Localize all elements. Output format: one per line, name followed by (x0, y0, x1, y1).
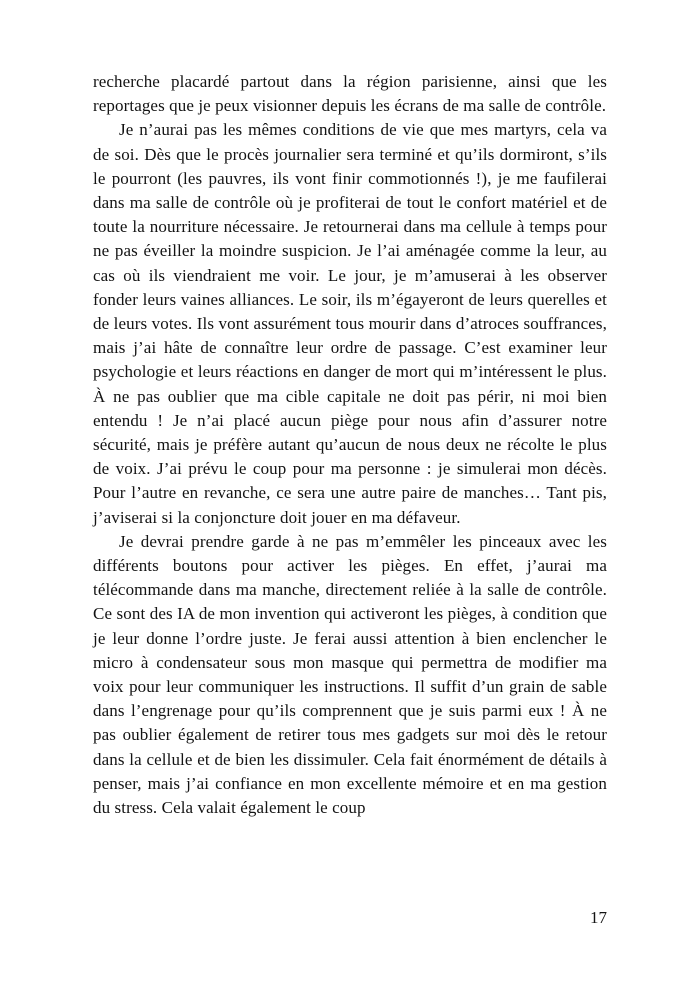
paragraph: Je devrai prendre garde à ne pas m’emmêler les pinceaux avec les différents boutons pour activer les pièges. En effet, j’aurai ma télécommande dans ma manche, directement reliée à la salle de contrôle. Ce sont des IA de mon invention qui activeront les pièges, à condition que je leur donne l’ordre juste. Je ferai aussi attention à bien enclencher le micro à condensateur sous mon masque qui permettra de modifier ma voix pour leur communiquer les instructions. Il suffit d’un grain de sable dans l’engrenage pour qu’ils comprennent que je suis parmi eux ! À ne pas oublier également de retirer tous mes gadgets sur moi dès le retour dans la cellule et de bien les dissimuler. Cela fait énormément de détails à penser, mais j’ai confiance en mon excellente mémoire et en ma gestion du stress. Cela valait également le coup (93, 531, 607, 818)
paragraph: Je n’aurai pas les mêmes conditions de vie que mes martyrs, cela va de soi. Dès que le procès journalier sera terminé et qu’ils dormiront, s’ils le pourront (les pauvres, ils vont finir commotionnés !), je me faufilerai dans ma salle de contrôle où je profiterai de tout le confort matériel et de toute la nourriture nécessaire. Je retournerai dans ma cellule à temps pour ne pas éveiller la moindre suspicion. Je l’ai aménagée comme la leur, au cas où ils viendraient me voir. Le jour, je m’amuserai à les observer fonder leurs vaines alliances. Le soir, ils m’égayeront de leurs querelles et de leurs votes. Ils vont assurément tous mourir dans d’atroces souffrances, mais j’ai hâte de connaître leur ordre de passage. C’est examiner leur psychologie et leurs réactions en danger de mort qui m’intéressent le plus. À ne pas oublier que ma cible capitale ne doit pas périr, ni moi bien entendu ! Je n’ai placé aucun piège pour nous afin d’assurer notre sécurité, mais je préfère autant qu’aucun de nous deux ne récolte le plus de voix. J’ai prévu le coup pour ma personne : je simulerai mon décès. Pour l’autre en revanche, ce sera une autre paire de manches… Tant pis, j’aviserai si la conjoncture doit jouer en ma défaveur. (93, 120, 607, 527)
page-text (93, 70, 607, 820)
page-number: 17 (590, 908, 607, 927)
paragraph-continuation: recherche placardé partout dans la région parisienne, ainsi que les reportages que je peux visionner depuis les écrans de ma salle de contrôle. (93, 72, 607, 116)
